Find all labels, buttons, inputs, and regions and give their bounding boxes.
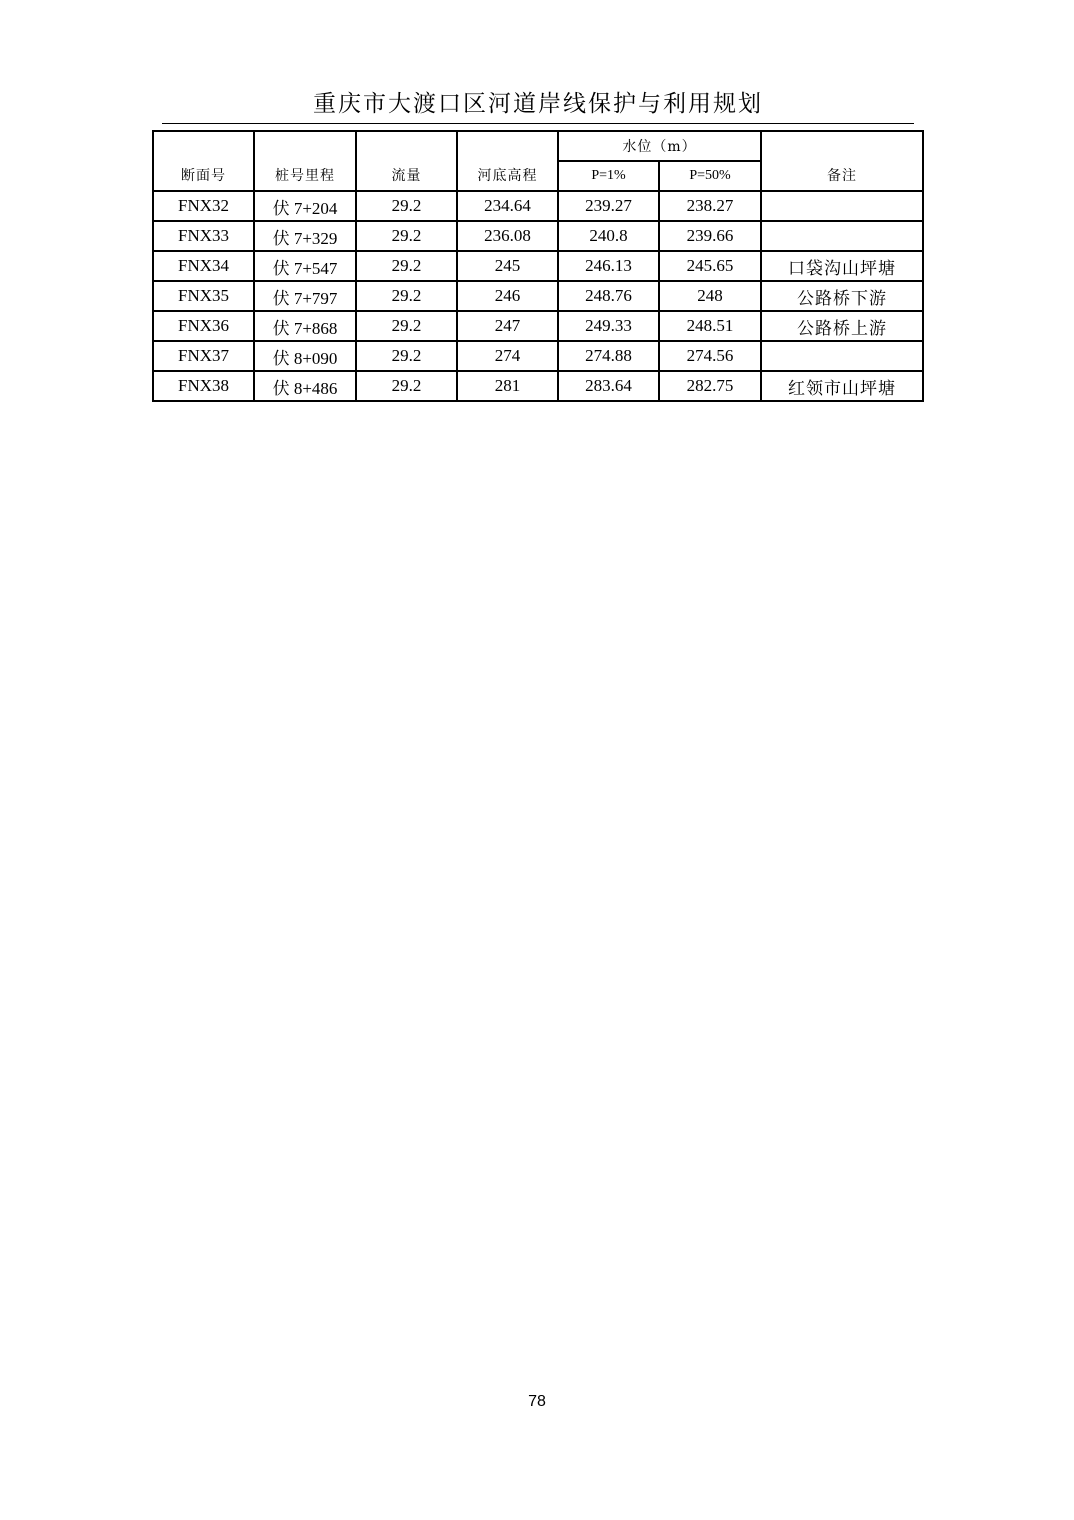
cell-p1: 249.33 [558,311,659,341]
document-title: 重庆市大渡口区河道岸线保护与利用规划 [313,91,763,117]
table-row [153,251,923,281]
table-row [153,221,923,251]
table-row [153,371,923,401]
cell-note: 公路桥下游 [761,281,923,311]
cell-station: 伏 7+868 [254,311,356,341]
cell-section: FNX32 [153,191,254,221]
cell-note [761,341,923,371]
cell-section: FNX37 [153,341,254,371]
cell-station: 伏 7+547 [254,251,356,281]
cell-section: FNX34 [153,251,254,281]
cell-bed-elevation: 236.08 [457,221,558,251]
col-header-water-level: 水位（m） [558,131,761,161]
page-header [162,88,914,126]
cell-flow: 29.2 [356,191,457,221]
cell-p1: 246.13 [558,251,659,281]
table-row [153,311,923,341]
cell-p50: 239.66 [659,221,761,251]
cell-note: 公路桥上游 [761,311,923,341]
table-row [153,191,923,221]
cell-station: 伏 7+204 [254,191,356,221]
table-row [153,281,923,311]
cell-p1: 240.8 [558,221,659,251]
cell-p50: 238.27 [659,191,761,221]
cell-station: 伏 8+090 [254,341,356,371]
cell-p50: 274.56 [659,341,761,371]
cell-flow: 29.2 [356,281,457,311]
cell-bed-elevation: 274 [457,341,558,371]
cell-flow: 29.2 [356,221,457,251]
cell-note [761,191,923,221]
cell-p1: 283.64 [558,371,659,401]
water-level-table [152,130,924,402]
header-divider [162,123,914,124]
cell-station: 伏 7+329 [254,221,356,251]
table-row [153,341,923,371]
cell-note: 红领市山坪塘 [761,371,923,401]
page-number: 78 [528,1393,546,1410]
cell-section: FNX33 [153,221,254,251]
cell-section: FNX36 [153,311,254,341]
cell-p50: 248 [659,281,761,311]
cell-section: FNX35 [153,281,254,311]
cell-note: 口袋沟山坪塘 [761,251,923,281]
table-header-row-1 [153,131,923,161]
col-header-p1: P=1% [558,161,659,191]
cell-bed-elevation: 247 [457,311,558,341]
col-header-station: 桩号里程 [254,131,356,191]
cell-note [761,221,923,251]
cell-flow: 29.2 [356,311,457,341]
col-header-note: 备注 [761,131,923,191]
cell-flow: 29.2 [356,341,457,371]
col-header-section: 断面号 [153,131,254,191]
cell-p50: 248.51 [659,311,761,341]
cell-bed-elevation: 246 [457,281,558,311]
col-header-p50: P=50% [659,161,761,191]
cell-flow: 29.2 [356,251,457,281]
cell-station: 伏 7+797 [254,281,356,311]
col-header-flow: 流量 [356,131,457,191]
cell-station: 伏 8+486 [254,371,356,401]
cell-bed-elevation: 245 [457,251,558,281]
cell-flow: 29.2 [356,371,457,401]
cell-section: FNX38 [153,371,254,401]
cell-p1: 274.88 [558,341,659,371]
cell-p1: 239.27 [558,191,659,221]
cell-p1: 248.76 [558,281,659,311]
cell-bed-elevation: 234.64 [457,191,558,221]
col-header-bed-elevation: 河底高程 [457,131,558,191]
cell-p50: 282.75 [659,371,761,401]
cell-bed-elevation: 281 [457,371,558,401]
cell-p50: 245.65 [659,251,761,281]
